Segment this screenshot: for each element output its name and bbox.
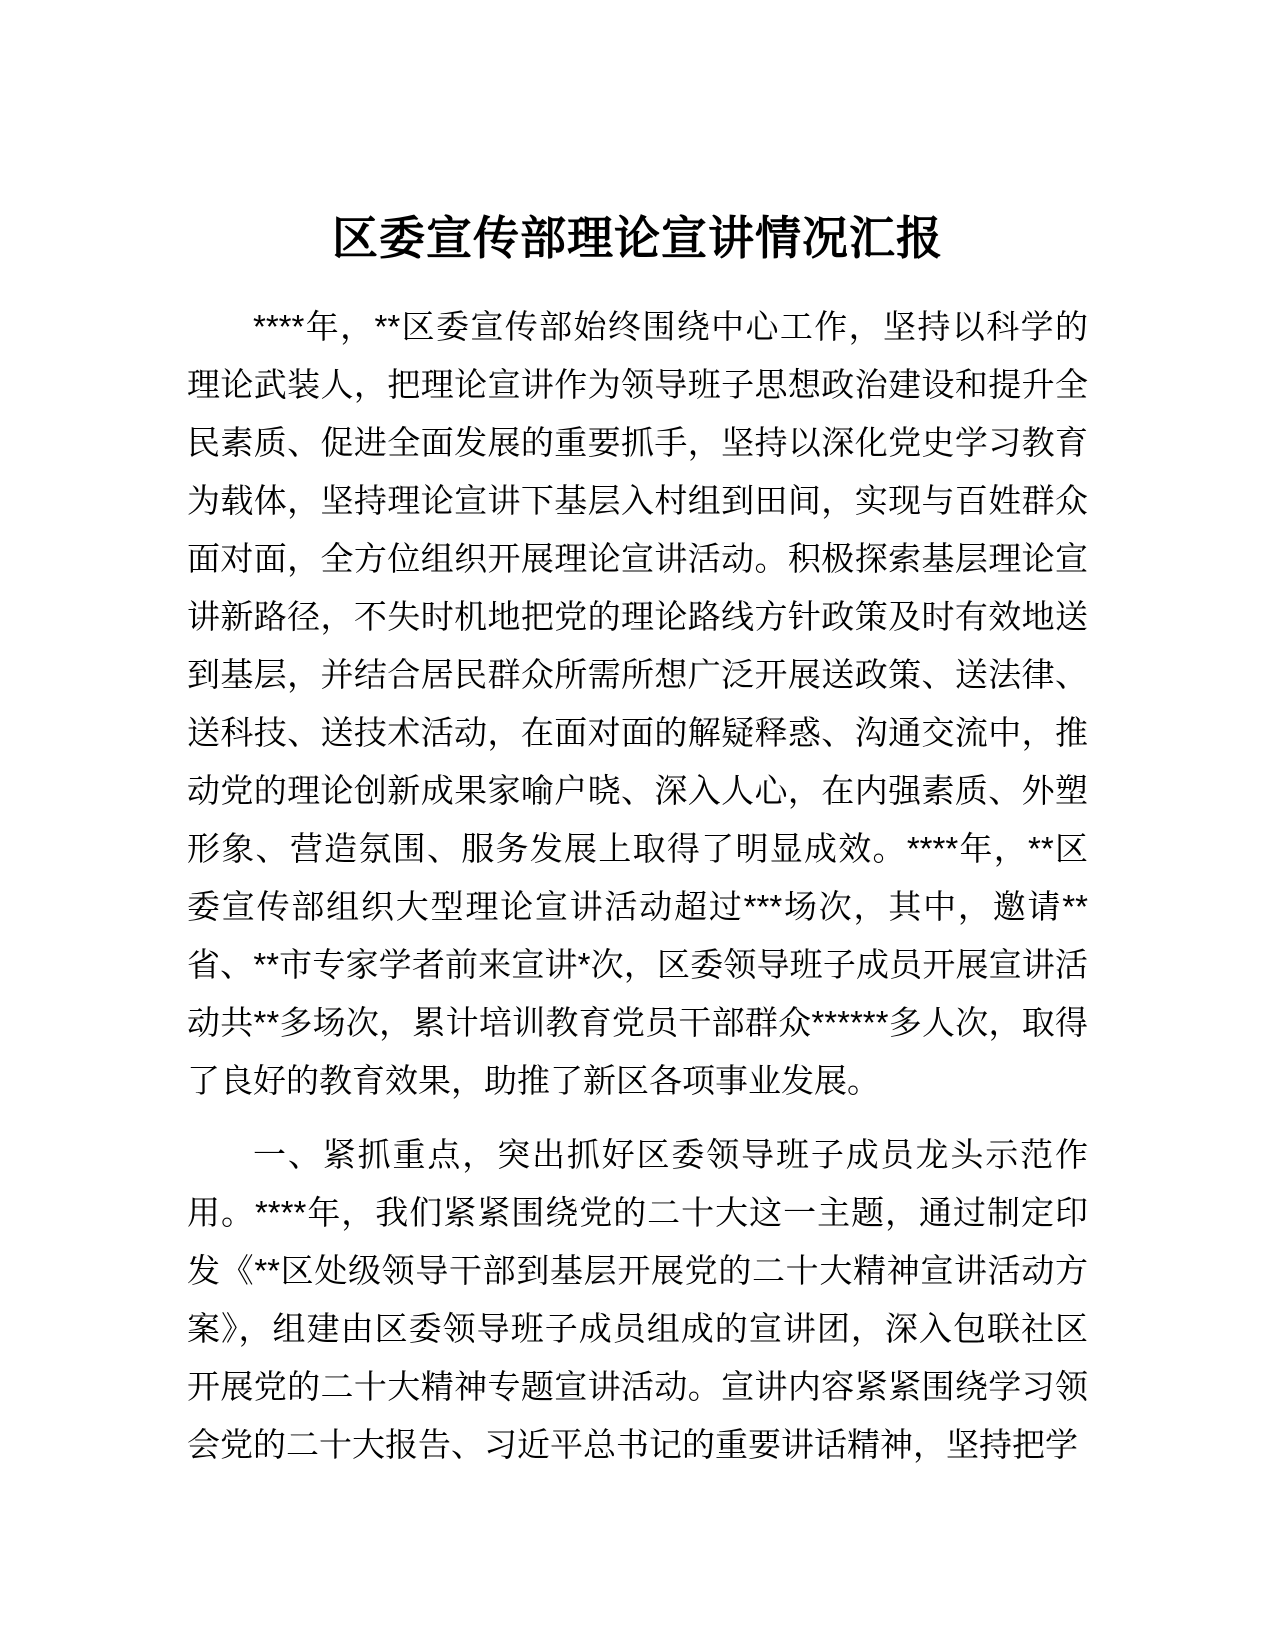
- document-title: 区委宣传部理论宣讲情况汇报: [332, 212, 943, 264]
- paragraph-overview: ****年，**区委宣传部始终围绕中心工作，坚持以科学的理论武装人，把理论宣讲作为领导班子思想政治建设和提升全民素质、促进全面发展的重要抓手，坚持以深化党史学习教育为载体，坚持理论宣讲下基层入村组到田间，实现与百姓群众面对面，全方位组织开展理论宣讲活动。积极探索基层理论宣讲新路径，不失时机地把党的理论路线方针政策及时有效地送到基层，并结合居民群众所需所想广泛开展送政策、送法律、送科技、送技术活动，在面对面的解疑释惑、沟通交流中，推动党的理论创新成果家喻户晓、深入人心，在内强素质、外塑形象、营造氛围、服务发展上取得了明显成效。****年，**区委宣传部组织大型理论宣讲活动超过***场次，其中，邀请**省、**市专家学者前来宣讲*次，区委领导班子成员开展宣讲活动共**多场次，累计培训教育党员干部群众******多人次，取得了良好的教育效果，助推了新区各项事业发展。: [187, 308, 1088, 1099]
- document-body: [187, 298, 1088, 1474]
- paragraph-section-one: 一、紧抓重点，突出抓好区委领导班子成员龙头示范作用。****年，我们紧紧围绕党的二十大这一主题，通过制定印发《**区处级领导干部到基层开展党的二十大精神宣讲活动方案》，组建由区委领导班子成员组成的宣讲团，深入包联社区开展党的二十大精神专题宣讲活动。宣讲内容紧紧围绕学习领会党的二十大报告、习近平总书记的重要讲话精神，坚持把学: [187, 1136, 1088, 1463]
